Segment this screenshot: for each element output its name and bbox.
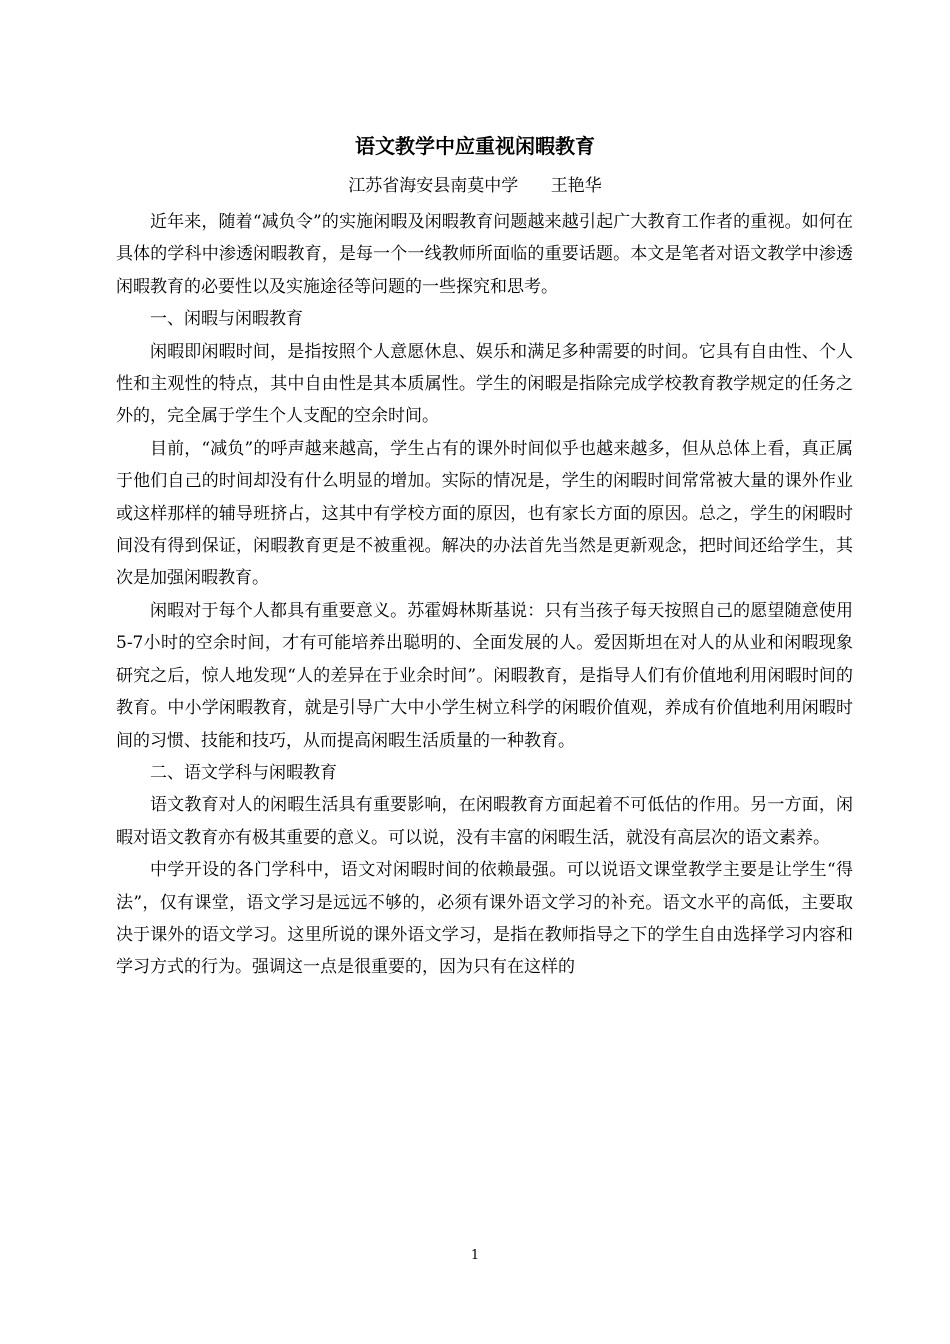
paragraph: 语文教育对人的闲暇生活具有重要影响，在闲暇教育方面起着不可低估的作用。另一方面，闲暇对语文教育亦有极其重要的意义。可以说，没有丰富的闲暇生活，就没有高层次的语文素养。 (116, 795, 853, 848)
document-body (116, 206, 853, 984)
paragraph: 闲暇对于每个人都具有重要意义。苏霍姆林斯基说：只有当孩子每天按照自己的愿望随意使用5-7小时的空余时间，才有可能培养出聪明的、全面发展的人。爱因斯坦在对人的从业和闲暇现象研究之后，惊人地发现“人的差异在于业余时间”。闲暇教育，是指导人们有价值地利用闲暇时间的教育。中小学闲暇教育，就是引导广大中小学生树立科学的闲暇价值观，养成有价值地利用闲暇时间的习惯、技能和技巧，从而提高闲暇生活质量的一种教育。 (116, 600, 853, 751)
author-byline: 江苏省海安县南莫中学 王艳华 (348, 176, 602, 196)
paragraph: 闲暇即闲暇时间，是指按照个人意愿休息、娱乐和满足多种需要的时间。它具有自由性、个人性和主观性的特点，其中自由性是其本质属性。学生的闲暇是指除完成学校教育教学规定的任务之外的，完全属于学生个人支配的空余时间。 (116, 341, 853, 427)
section-heading-2: 二、语文学科与闲暇教育 (150, 762, 337, 783)
paragraph-intro: 近年来，随着“减负令”的实施闲暇及闲暇教育问题越来越引起广大教育工作者的重视。如何在具体的学科中渗透闲暇教育，是每一个一线教师所面临的重要话题。本文是笔者对语文教学中渗透闲暇教育的必要性以及实施途径等问题的一些探究和思考。 (116, 212, 853, 297)
paragraph: 中学开设的各门学科中，语文对闲暇时间的依赖最强。可以说语文课堂教学主要是让学生“得法”，仅有课堂，语文学习是远远不够的，必须有课外语文学习的补充。语文水平的高低，主要取决于课外的语文学习。这里所说的课外语文学习，是指在教师指导之下的学生自由选择学习内容和学习方式的行为。强调这一点是很重要的，因为只有在这样的 (116, 860, 853, 978)
document-title: 语文教学中应重视闲暇教育 (355, 134, 595, 158)
page-number: 1 (470, 1248, 480, 1263)
paragraph: 目前，“减负”的呼声越来越高，学生占有的课外时间似乎也越来越多，但从总体上看，真正属于他们自己的时间却没有什么明显的增加。实际的情况是，学生的闲暇时间常常被大量的课外作业或这样那样的辅导班挤占，这其中有学校方面的原因，也有家长方面的原因。总之，学生的闲暇时间没有得到保证，闲暇教育更是不被重视。解决的办法首先当然是更新观念，把时间还给学生，其次是加强闲暇教育。 (116, 438, 853, 589)
section-heading-1: 一、闲暇与闲暇教育 (150, 309, 303, 330)
